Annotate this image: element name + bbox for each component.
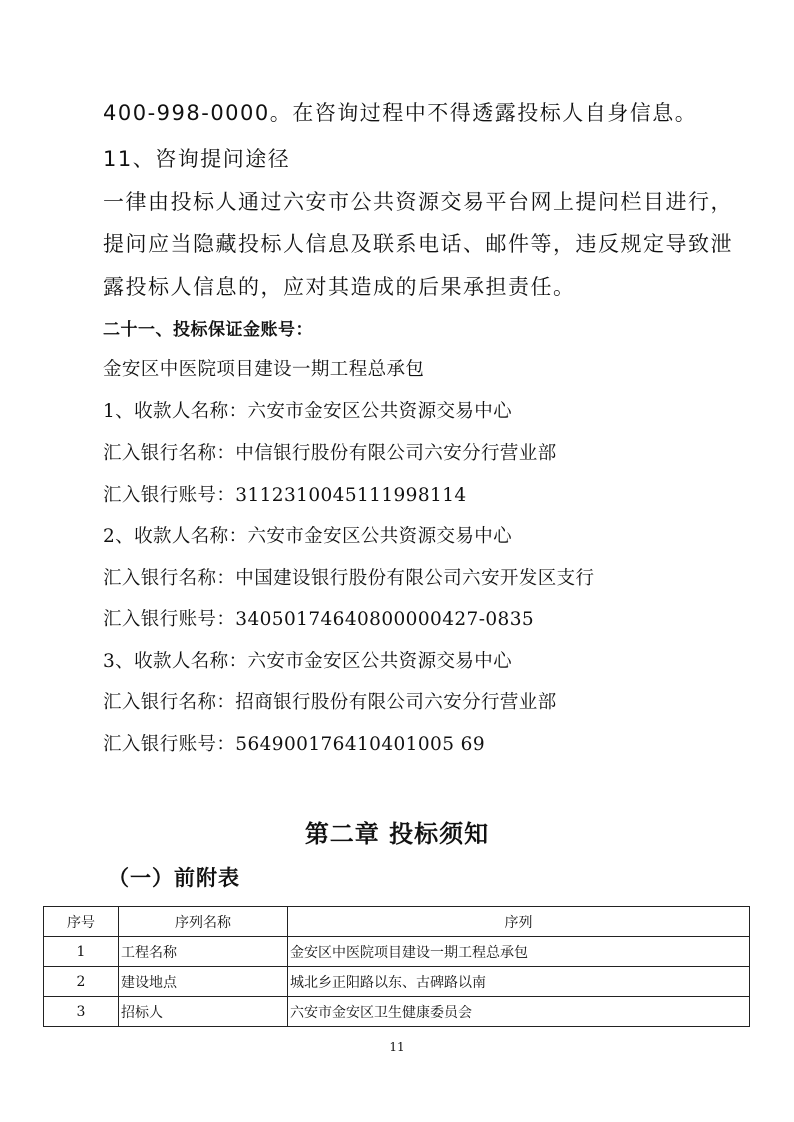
- page-number: 11: [389, 1040, 405, 1054]
- table-header-cell: 序列: [288, 907, 750, 937]
- table-cell: 工程名称: [119, 937, 288, 967]
- deposit-line: 3、收款人名称：六安市金安区公共资源交易中心: [103, 651, 513, 672]
- table-cell: 招标人: [119, 997, 288, 1027]
- deposit-line: 汇入银行账号：3112310045111998114: [103, 485, 467, 506]
- body-line: 提问应当隐藏投标人信息及联系电话、邮件等，违反规定导致泄: [103, 232, 733, 256]
- table-row: [44, 967, 750, 997]
- table-cell: 1: [44, 937, 119, 967]
- table-cell: 建设地点: [119, 967, 288, 997]
- appendix-table: [43, 906, 750, 1027]
- body-line: 400-998-0000。在咨询过程中不得透露投标人自身信息。: [103, 101, 698, 125]
- body-line: 11、咨询提问途径: [103, 147, 291, 171]
- deposit-line: 1、收款人名称：六安市金安区公共资源交易中心: [103, 401, 513, 422]
- chapter-title: 第二章 投标须知: [304, 820, 490, 848]
- table-header-cell: 序列名称: [119, 907, 288, 937]
- table-header-row: [44, 907, 750, 937]
- deposit-heading: 二十一、投标保证金账号：: [103, 320, 313, 340]
- deposit-line: 汇入银行名称：中国建设银行股份有限公司六安开发区支行: [103, 568, 595, 589]
- deposit-line: 汇入银行账号：564900176410401005 69: [103, 734, 485, 755]
- table-header-cell: 序号: [44, 907, 119, 937]
- body-line: 露投标人信息的，应对其造成的后果承担责任。: [103, 275, 576, 299]
- table-row: [44, 937, 750, 967]
- table-cell: 城北乡正阳路以东、古碑路以南: [288, 967, 750, 997]
- body-line: 一律由投标人通过六安市公共资源交易平台网上提问栏目进行，: [103, 190, 733, 214]
- deposit-line: 汇入银行账号：34050174640800000427-0835: [103, 609, 535, 630]
- deposit-line: 汇入银行名称：中信银行股份有限公司六安分行营业部: [103, 443, 557, 464]
- table-cell: 金安区中医院项目建设一期工程总承包: [288, 937, 750, 967]
- deposit-line: 汇入银行名称：招商银行股份有限公司六安分行营业部: [103, 692, 557, 713]
- table-cell: 六安市金安区卫生健康委员会: [288, 997, 750, 1027]
- table-cell: 3: [44, 997, 119, 1027]
- deposit-line: 2、收款人名称：六安市金安区公共资源交易中心: [103, 526, 513, 547]
- section-title: （一）前附表: [108, 866, 240, 890]
- table-cell: 2: [44, 967, 119, 997]
- table-row: [44, 997, 750, 1027]
- deposit-line: 金安区中医院项目建设一期工程总承包: [103, 359, 425, 380]
